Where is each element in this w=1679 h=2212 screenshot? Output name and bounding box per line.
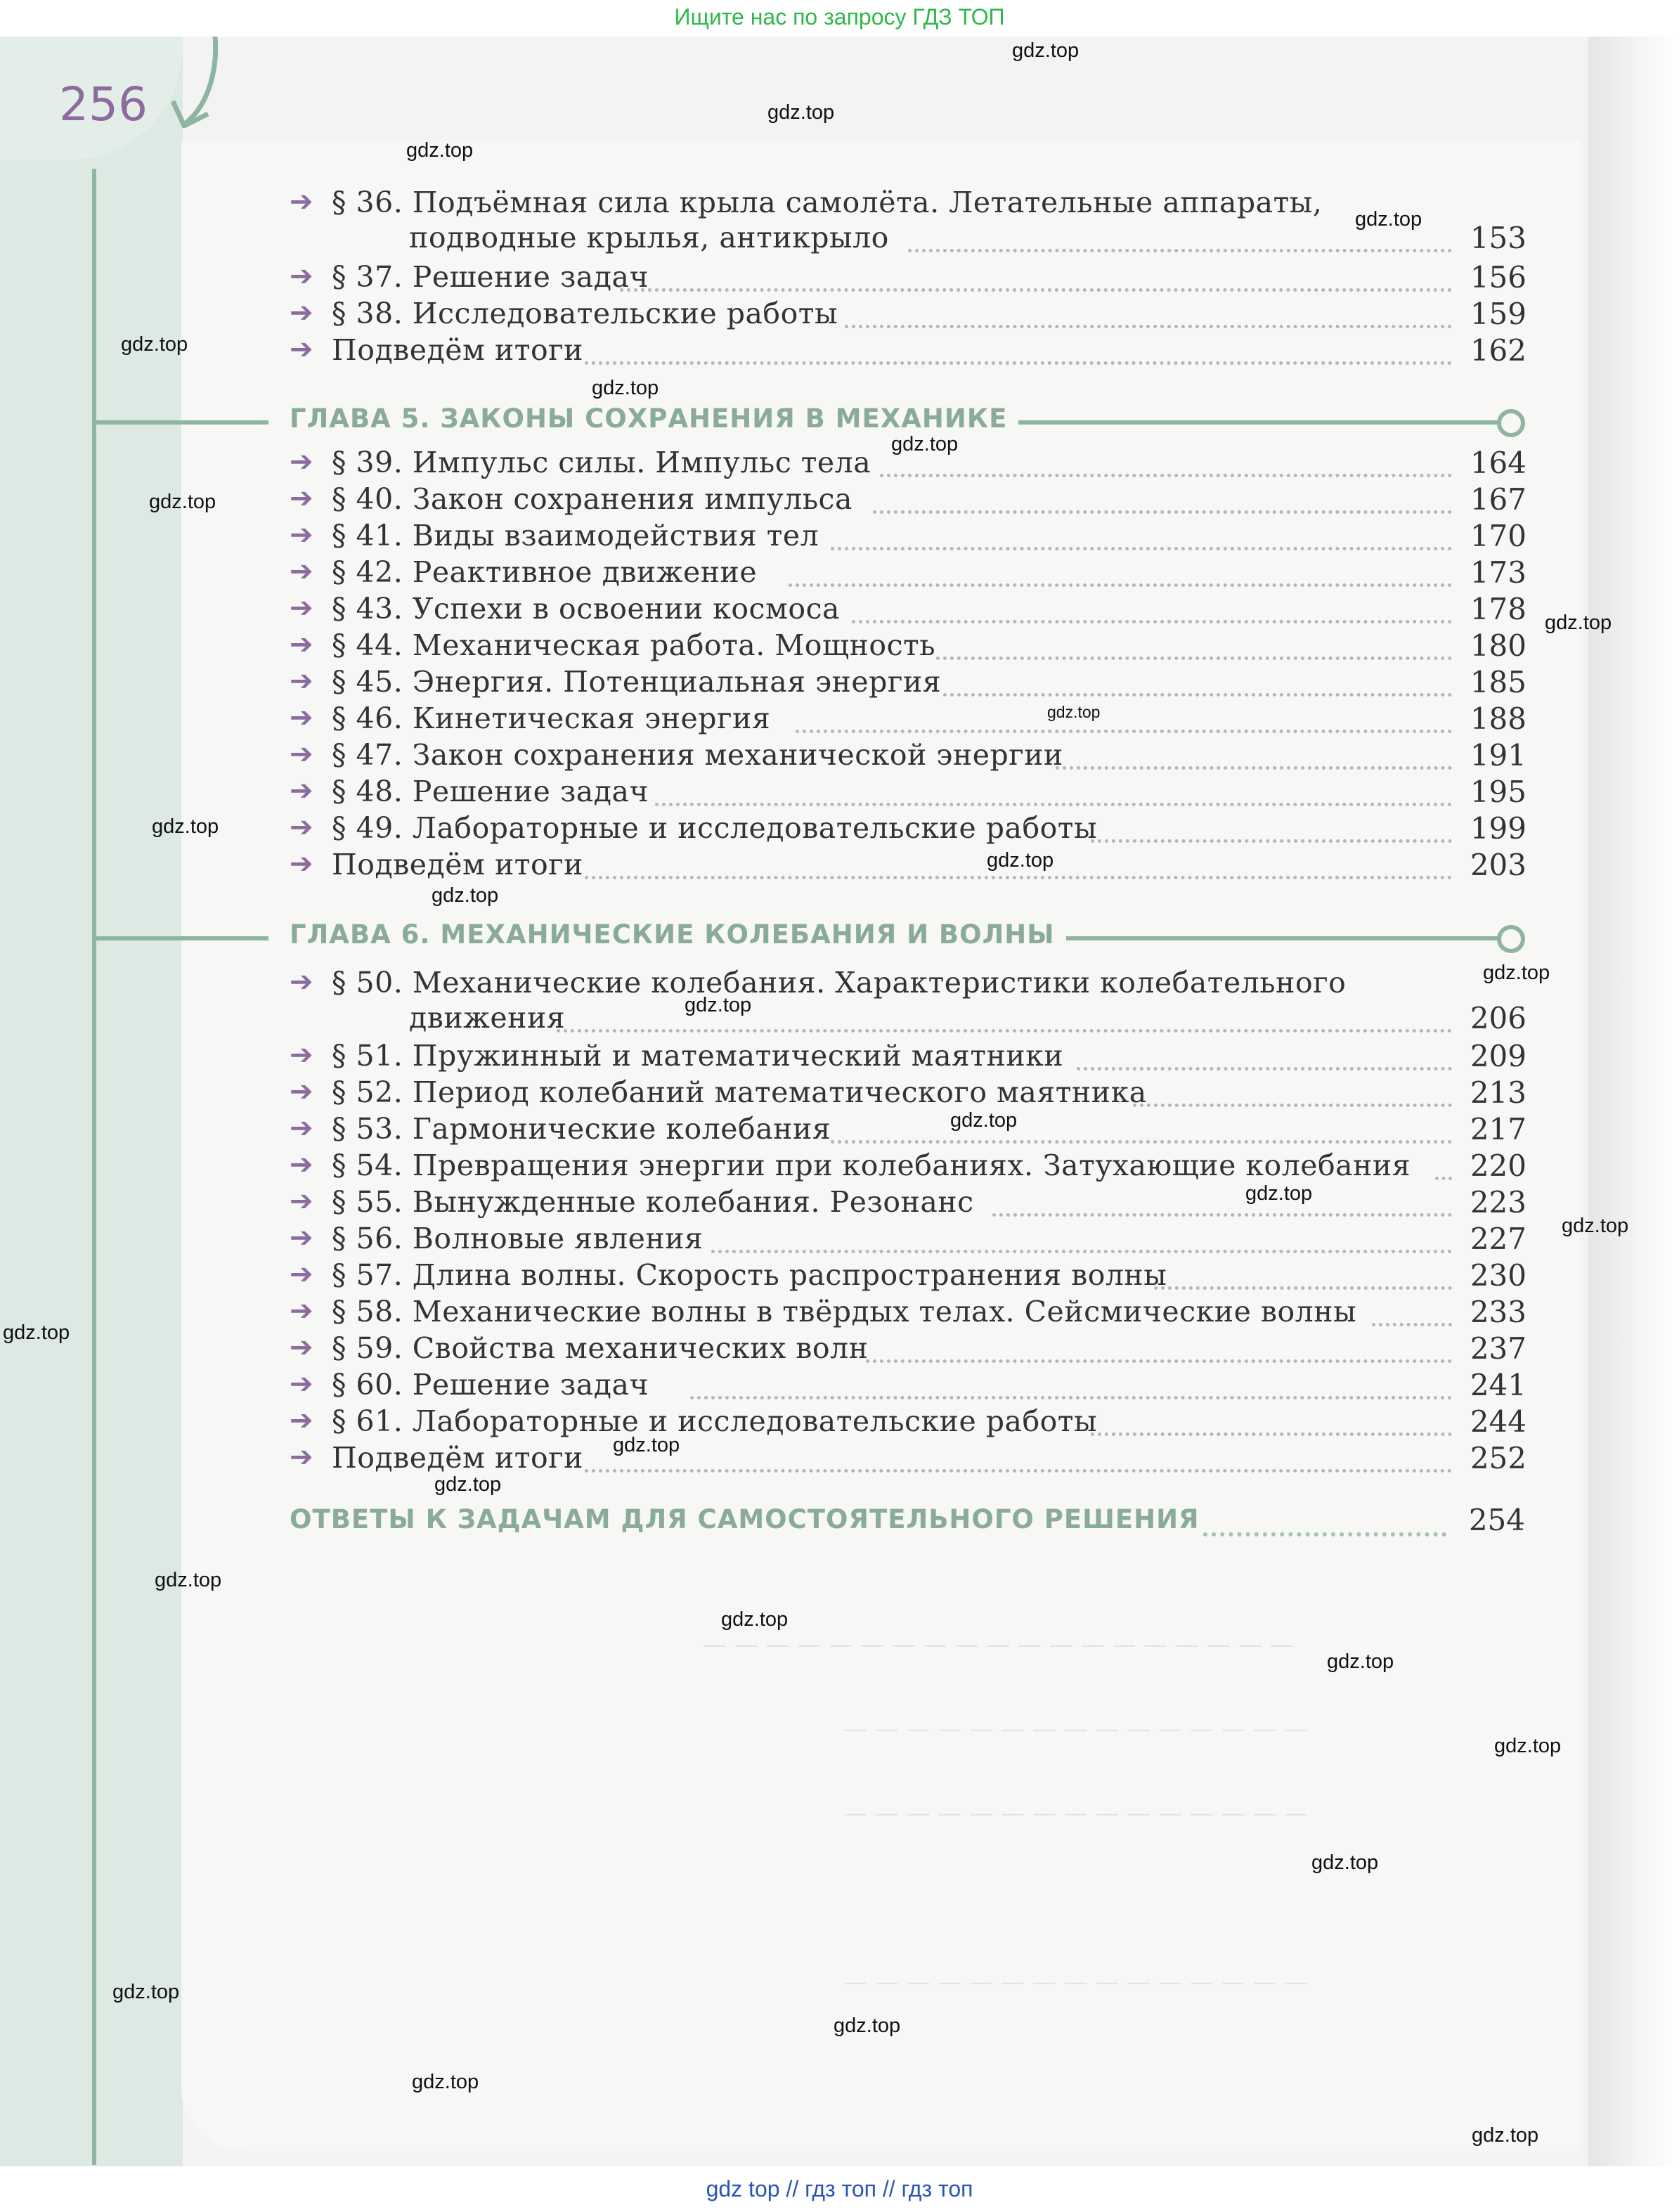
toc-entry[interactable] bbox=[290, 482, 1526, 519]
toc-entry-title: § 57. Длина волны. Скорость распространения волны bbox=[332, 1258, 1167, 1292]
watermark-text: gdz.top bbox=[1311, 1851, 1379, 1874]
page-ref: 188 bbox=[1470, 701, 1526, 736]
watermark-text: gdz.top bbox=[152, 815, 219, 838]
toc-entry[interactable] bbox=[290, 1185, 1526, 1222]
toc-entry[interactable] bbox=[290, 1404, 1526, 1441]
chapter-rule bbox=[1012, 420, 1504, 425]
dot-leader bbox=[585, 361, 1452, 365]
page-ref: 167 bbox=[1470, 482, 1526, 517]
page-ref: 191 bbox=[1470, 738, 1526, 772]
toc-entry[interactable] bbox=[290, 297, 1526, 333]
arrow-right-icon: ➔ bbox=[290, 1185, 313, 1217]
corner-arrow-icon bbox=[169, 37, 232, 128]
page-ref: 159 bbox=[1470, 297, 1526, 331]
toc-entry-title: § 37. Решение задач bbox=[332, 260, 649, 294]
toc-entry[interactable] bbox=[290, 1222, 1526, 1258]
arrow-right-icon: ➔ bbox=[290, 1149, 313, 1181]
show-through-decoration: — — — — — — — — — — — — — — — bbox=[843, 1968, 1309, 1996]
toc-entry-title: § 51. Пружинный и математический маятники bbox=[332, 1039, 1064, 1073]
arrow-right-icon: ➔ bbox=[290, 1222, 313, 1254]
toc-entry-title: Подведём итоги bbox=[332, 1441, 583, 1475]
watermark-text: gdz.top bbox=[1245, 1182, 1313, 1205]
page-ref: 185 bbox=[1470, 665, 1526, 699]
arrow-right-icon: ➔ bbox=[290, 1075, 313, 1108]
page-ref: 203 bbox=[1470, 848, 1526, 882]
toc-entry[interactable] bbox=[290, 1039, 1526, 1075]
toc-entry-title: § 49. Лабораторные и исследовательские работы bbox=[332, 811, 1098, 845]
page-ref: 227 bbox=[1470, 1222, 1526, 1256]
watermark-text: gdz.top bbox=[406, 139, 474, 162]
watermark-text: gdz.top bbox=[1494, 1735, 1562, 1757]
toc-entry-title: § 58. Механические волны в твёрдых телах. Сейсмические волны bbox=[332, 1295, 1357, 1328]
toc-entry[interactable] bbox=[290, 848, 1526, 884]
dot-leader bbox=[655, 803, 1452, 806]
toc-entry-title: Подведём итоги bbox=[332, 333, 583, 367]
page-ref: 195 bbox=[1470, 775, 1526, 809]
page-ref: 199 bbox=[1470, 811, 1526, 846]
show-through-decoration: — — — — — — — — — — — — — — — — — — — bbox=[703, 1631, 1294, 1659]
dot-leader bbox=[585, 1469, 1452, 1473]
arrow-right-icon: ➔ bbox=[290, 665, 313, 697]
dot-leader bbox=[557, 1029, 1452, 1033]
watermark-text: gdz.top bbox=[1047, 703, 1101, 721]
watermark-text: gdz.top bbox=[412, 2071, 479, 2093]
toc-entry-title-continued: движения bbox=[409, 1001, 566, 1035]
arrow-right-icon: ➔ bbox=[290, 446, 313, 478]
watermark-text: gdz.top bbox=[950, 1109, 1018, 1132]
watermark-text: gdz.top bbox=[1012, 39, 1080, 62]
dot-leader bbox=[1133, 1104, 1452, 1107]
toc-entry[interactable] bbox=[290, 1295, 1526, 1331]
dot-leader bbox=[1056, 766, 1452, 770]
dot-leader bbox=[796, 730, 1452, 733]
arrow-right-icon: ➔ bbox=[290, 628, 313, 661]
chapter-title[interactable]: ГЛАВА 6. МЕХАНИЧЕСКИЕ КОЛЕБАНИЯ И ВОЛНЫ bbox=[290, 919, 1066, 950]
page-ref: 244 bbox=[1470, 1404, 1526, 1439]
dot-leader bbox=[690, 1396, 1452, 1399]
dot-leader bbox=[936, 657, 1452, 660]
page-ref: 252 bbox=[1470, 1441, 1526, 1475]
page-edge bbox=[1588, 37, 1679, 2166]
toc-entry[interactable] bbox=[290, 1258, 1526, 1295]
toc-entry[interactable] bbox=[290, 628, 1526, 665]
arrow-right-icon: ➔ bbox=[290, 811, 313, 843]
arrow-right-icon: ➔ bbox=[290, 297, 313, 329]
toc-entry-title: § 55. Вынужденные колебания. Резонанс bbox=[332, 1185, 974, 1219]
dot-leader bbox=[585, 876, 1452, 879]
toc-entry-title: § 44. Механическая работа. Мощность bbox=[332, 628, 936, 662]
answers-title[interactable]: ОТВЕТЫ К ЗАДАЧАМ ДЛЯ САМОСТОЯТЕЛЬНОГО РЕШЕНИЯ bbox=[290, 1504, 1200, 1534]
dot-leader bbox=[845, 325, 1452, 328]
toc-entry-title: § 53. Гармонические колебания bbox=[332, 1112, 831, 1146]
toc-entry-title: § 46. Кинетическая энергия bbox=[332, 701, 771, 735]
arrow-right-icon: ➔ bbox=[290, 555, 313, 588]
toc-entry[interactable] bbox=[290, 1149, 1526, 1185]
watermark-text: gdz.top bbox=[1327, 1650, 1394, 1673]
watermark-text: gdz.top bbox=[1483, 962, 1550, 984]
arrow-right-icon: ➔ bbox=[290, 1258, 313, 1291]
watermark-text: gdz.top bbox=[3, 1321, 70, 1344]
watermark-text: gdz.top bbox=[767, 101, 835, 124]
watermark-text: gdz.top bbox=[149, 491, 216, 513]
toc-entry-title: § 60. Решение задач bbox=[332, 1368, 649, 1402]
dot-leader bbox=[880, 474, 1452, 477]
toc-entry[interactable] bbox=[290, 555, 1526, 592]
arrow-right-icon: ➔ bbox=[290, 966, 313, 998]
page-ref: 241 bbox=[1470, 1368, 1526, 1402]
toc-entry-title: § 54. Превращения энергии при колебаниях. Затухающие колебания bbox=[332, 1149, 1411, 1182]
toc-entry[interactable] bbox=[290, 333, 1526, 370]
arrow-right-icon: ➔ bbox=[290, 1441, 313, 1473]
chapter-end-circle-icon bbox=[1497, 925, 1525, 953]
toc-entry-title-continued: подводные крылья, антикрыло bbox=[409, 221, 889, 254]
arrow-right-icon: ➔ bbox=[290, 1295, 313, 1327]
toc-entry[interactable] bbox=[290, 1075, 1526, 1112]
page-ref: 170 bbox=[1470, 519, 1526, 553]
dot-leader bbox=[831, 547, 1452, 550]
arrow-right-icon: ➔ bbox=[290, 1404, 313, 1437]
chapter-connector bbox=[96, 936, 268, 940]
dot-leader bbox=[1435, 1177, 1452, 1180]
toc-entry[interactable] bbox=[290, 592, 1526, 628]
toc-entry[interactable] bbox=[290, 186, 1526, 259]
chapter-connector bbox=[96, 420, 268, 425]
watermark-text: gdz.top bbox=[1355, 208, 1422, 231]
dot-leader bbox=[1077, 1067, 1452, 1071]
dot-leader bbox=[1154, 1286, 1452, 1290]
watermark-text: gdz.top bbox=[432, 884, 499, 907]
toc-entry[interactable] bbox=[290, 966, 1526, 1039]
timeline-line bbox=[92, 169, 96, 2165]
toc-entry[interactable] bbox=[290, 519, 1526, 555]
dot-leader bbox=[831, 1140, 1452, 1144]
page-ref: 209 bbox=[1470, 1039, 1526, 1073]
show-through-decoration: — — — — — — — — — — — — — — — bbox=[843, 1715, 1309, 1743]
watermark-text: gdz.top bbox=[891, 433, 959, 455]
page-ref: 164 bbox=[1470, 446, 1526, 480]
toc-entry-title: § 39. Импульс силы. Импульс тела bbox=[332, 446, 871, 479]
dot-leader bbox=[866, 1359, 1452, 1363]
page-ref: 162 bbox=[1470, 333, 1526, 368]
dot-leader bbox=[711, 1250, 1452, 1253]
show-through-decoration: — — — — — — — — — — — — — — — bbox=[843, 1799, 1309, 1828]
dot-leader bbox=[1091, 1432, 1452, 1436]
toc-entry-title: § 36. Подъёмная сила крыла самолёта. Летательные аппараты, bbox=[332, 186, 1323, 219]
dot-leader bbox=[1091, 839, 1452, 843]
toc-entry-title: § 38. Исследовательские работы bbox=[332, 297, 838, 330]
arrow-right-icon: ➔ bbox=[290, 848, 313, 880]
arrow-right-icon: ➔ bbox=[290, 1039, 313, 1071]
chapter-rule bbox=[1047, 936, 1504, 940]
toc-entry-title: § 40. Закон сохранения импульса bbox=[332, 482, 853, 516]
page-ref: 156 bbox=[1470, 260, 1526, 295]
page-ref: 223 bbox=[1470, 1185, 1526, 1220]
watermark-text: gdz.top bbox=[112, 1981, 180, 2003]
toc-entry-title: § 45. Энергия. Потенциальная энергия bbox=[332, 665, 942, 699]
search-banner[interactable]: Ищите нас по запросу ГДЗ ТОП bbox=[0, 0, 1679, 37]
arrow-right-icon: ➔ bbox=[290, 333, 313, 366]
watermark-text: gdz.top bbox=[685, 994, 752, 1016]
toc-entry-title: § 56. Волновые явления bbox=[332, 1222, 704, 1255]
toc-entry[interactable] bbox=[290, 1368, 1526, 1404]
chapter-end-circle-icon bbox=[1497, 409, 1525, 437]
arrow-right-icon: ➔ bbox=[290, 592, 313, 624]
chapter-title[interactable]: ГЛАВА 5. ЗАКОНЫ СОХРАНЕНИЯ В МЕХАНИКЕ bbox=[290, 403, 1018, 434]
toc-entry-title: § 61. Лабораторные и исследовательские работы bbox=[332, 1404, 1098, 1438]
toc-entry-title: § 42. Реактивное движение bbox=[332, 555, 758, 589]
dot-leader bbox=[943, 693, 1452, 697]
toc-entry-title: § 41. Виды взаимодействия тел bbox=[332, 519, 819, 552]
page-ref: 178 bbox=[1470, 592, 1526, 626]
toc-entry[interactable] bbox=[290, 665, 1526, 701]
page-ref: 230 bbox=[1470, 1258, 1526, 1293]
watermark-text: gdz.top bbox=[121, 333, 188, 356]
arrow-right-icon: ➔ bbox=[290, 482, 313, 515]
toc-entry[interactable] bbox=[290, 1331, 1526, 1368]
dot-leader bbox=[873, 510, 1452, 514]
watermark-text: gdz.top bbox=[1545, 612, 1612, 634]
page-ref: 220 bbox=[1470, 1149, 1526, 1183]
arrow-right-icon: ➔ bbox=[290, 701, 313, 734]
watermark-text: gdz.top bbox=[613, 1434, 680, 1456]
arrow-right-icon: ➔ bbox=[290, 775, 313, 807]
watermark-text: gdz.top bbox=[834, 2014, 901, 2037]
arrow-right-icon: ➔ bbox=[290, 738, 313, 770]
toc-entry-title: § 50. Механические колебания. Характеристики колебательного bbox=[332, 966, 1347, 1000]
page-ref: 153 bbox=[1470, 221, 1526, 255]
watermark-text: gdz.top bbox=[1562, 1215, 1629, 1237]
toc-entry[interactable] bbox=[290, 701, 1526, 738]
dot-leader bbox=[852, 620, 1452, 623]
toc-entry[interactable] bbox=[290, 260, 1526, 297]
arrow-right-icon: ➔ bbox=[290, 260, 313, 292]
dot-leader bbox=[789, 583, 1452, 587]
footer-links[interactable]: gdz top // гдз топ // гдз топ bbox=[0, 2166, 1679, 2212]
toc-entry[interactable] bbox=[290, 738, 1526, 775]
arrow-right-icon: ➔ bbox=[290, 1331, 313, 1364]
watermark-text: gdz.top bbox=[155, 1569, 222, 1591]
toc-entry[interactable] bbox=[290, 1112, 1526, 1149]
page-ref: 206 bbox=[1470, 1001, 1526, 1035]
toc-entry[interactable] bbox=[290, 1441, 1526, 1477]
dot-leader bbox=[1372, 1323, 1452, 1326]
watermark-text: gdz.top bbox=[1472, 2124, 1539, 2147]
toc-entry-title: § 48. Решение задач bbox=[332, 775, 649, 808]
arrow-right-icon: ➔ bbox=[290, 186, 313, 218]
toc-entry[interactable] bbox=[290, 775, 1526, 811]
watermark-text: gdz.top bbox=[592, 377, 659, 399]
page-ref: 213 bbox=[1470, 1075, 1526, 1110]
arrow-right-icon: ➔ bbox=[290, 1112, 313, 1144]
page-ref: 233 bbox=[1470, 1295, 1526, 1329]
page-ref: 173 bbox=[1470, 555, 1526, 590]
page-ref: 217 bbox=[1470, 1112, 1526, 1146]
page-ref: 180 bbox=[1470, 628, 1526, 663]
toc-entry-title: § 52. Период колебаний математического маятника bbox=[332, 1075, 1147, 1109]
toc-entry[interactable] bbox=[290, 811, 1526, 848]
dot-leader bbox=[1203, 1532, 1446, 1537]
arrow-right-icon: ➔ bbox=[290, 519, 313, 551]
watermark-text: gdz.top bbox=[434, 1473, 502, 1496]
arrow-right-icon: ➔ bbox=[290, 1368, 313, 1400]
dot-leader bbox=[620, 288, 1452, 292]
page-ref: 254 bbox=[1468, 1503, 1525, 1537]
toc-entry-title: § 43. Успехи в освоении космоса bbox=[332, 592, 840, 626]
page-ref: 237 bbox=[1470, 1331, 1526, 1366]
toc-entry-title: Подведём итоги bbox=[332, 848, 583, 881]
toc-entry-title: § 47. Закон сохранения механической энергии bbox=[332, 738, 1063, 772]
dot-leader bbox=[908, 249, 1452, 252]
watermark-text: gdz.top bbox=[987, 849, 1054, 872]
toc-entry-title: § 59. Свойства механических волн bbox=[332, 1331, 869, 1365]
dot-leader bbox=[992, 1213, 1452, 1217]
page-number: 256 bbox=[59, 77, 148, 131]
watermark-text: gdz.top bbox=[721, 1608, 789, 1631]
